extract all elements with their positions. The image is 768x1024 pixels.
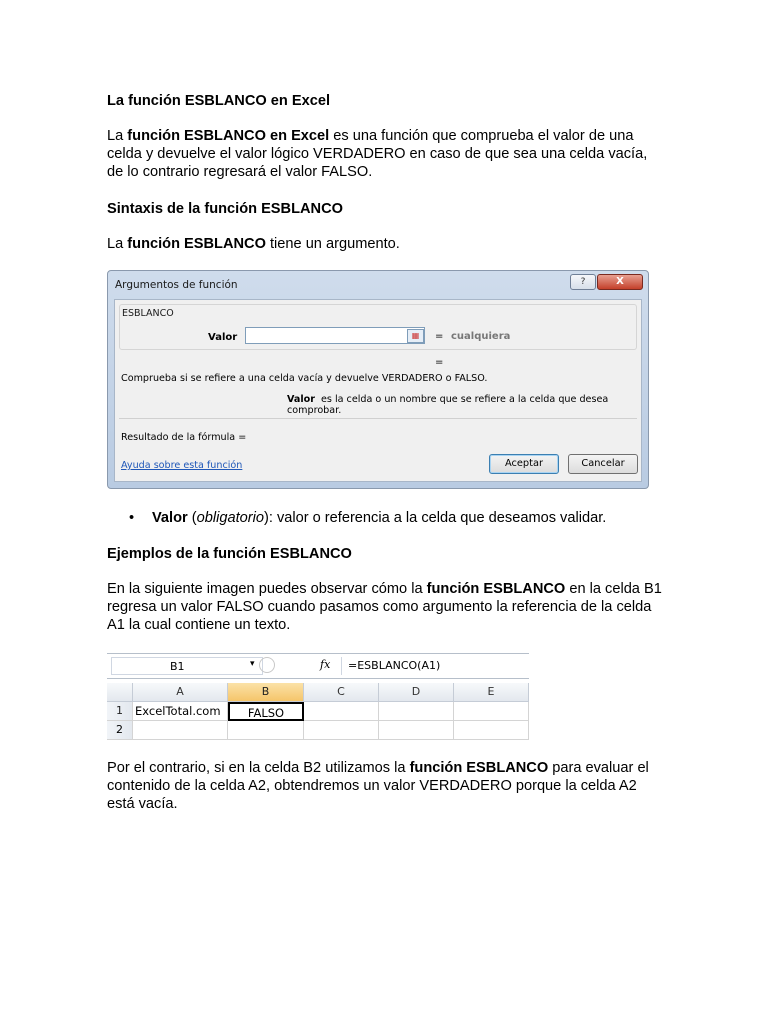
formula-input[interactable] (341, 657, 529, 675)
name-box[interactable] (111, 657, 263, 675)
function-arguments-dialog (107, 270, 649, 489)
cell-d2[interactable] (379, 721, 454, 740)
intro-bold: función ESBLANCO en Excel (127, 128, 330, 144)
divider (119, 418, 637, 419)
chevron-down-icon[interactable]: ▾ (250, 659, 255, 669)
cell-b1[interactable]: FALSO (228, 702, 304, 721)
fx-icon[interactable]: fx (320, 658, 331, 671)
equals-sign-result: = (435, 357, 444, 368)
intro-paragraph (107, 127, 667, 181)
function-description: Comprueba si se refiere a una celda vacía y devuelve VERDADERO o FALSO. (121, 373, 488, 384)
select-all-corner[interactable] (107, 683, 133, 702)
contrary-pre: Por el contrario, si en la celda B2 utilizamos la (107, 760, 410, 776)
valor-input[interactable] (245, 327, 425, 344)
cell-c2[interactable] (304, 721, 379, 740)
cell-a2[interactable] (133, 721, 228, 740)
column-header-b[interactable]: B (228, 683, 304, 702)
contrary-bold: función ESBLANCO (409, 760, 549, 776)
cancel-button[interactable]: Cancelar (568, 454, 638, 474)
table-row (107, 721, 529, 740)
valor-bullet-text (152, 509, 672, 527)
syntax-paragraph (107, 235, 667, 253)
cell-c1[interactable] (304, 702, 379, 721)
cell-d1[interactable] (379, 702, 454, 721)
cell-e1[interactable] (454, 702, 529, 721)
example-pre: En la siguiente imagen puedes observar cómo la (107, 581, 427, 597)
example-paragraph (107, 580, 667, 634)
close-button[interactable]: X (597, 274, 643, 290)
formula-text: =ESBLANCO(A1) (348, 659, 441, 672)
formula-bar (107, 653, 529, 679)
help-button[interactable]: ? (570, 274, 596, 290)
splitter-icon[interactable] (259, 657, 275, 673)
bullet-open: ( (187, 510, 197, 526)
dialog-title: Argumentos de función (115, 279, 238, 291)
heading-syntax: Sintaxis de la función ESBLANCO (107, 201, 343, 217)
syntax-bold: función ESBLANCO (127, 236, 266, 252)
valor-label: Valor (208, 332, 238, 343)
column-header-row (107, 683, 529, 702)
cell-b2[interactable] (228, 721, 304, 740)
argument-description (287, 394, 641, 416)
column-header-c[interactable]: C (304, 683, 379, 702)
spreadsheet-screenshot (107, 653, 529, 741)
contrary-post: para evaluar el contenido de la celda A2, obtendremos un valor VERDADERO porque la celda A2 está vacía. (107, 760, 649, 812)
bullet-post: ): valor o referencia a la celda que deseamos validar. (263, 510, 607, 526)
example-bold: función ESBLANCO (426, 581, 566, 597)
row-header-2[interactable]: 2 (107, 721, 133, 740)
intro-post: es una función que comprueba el valor de una celda y devuelve el valor lógico VERDADERO en caso de que sea una celda vacía, de lo contrario regresará el valor FALSO. (107, 128, 648, 180)
column-header-d[interactable]: D (379, 683, 454, 702)
column-header-e[interactable]: E (454, 683, 529, 702)
syntax-pre: La (107, 236, 128, 252)
help-link[interactable]: Ayuda sobre esta función (121, 460, 243, 471)
syntax-post: tiene un argumento. (265, 236, 400, 252)
contrary-paragraph (107, 759, 667, 813)
bullet-term: Valor (152, 510, 188, 526)
table-row (107, 702, 529, 721)
heading-esblanco: La función ESBLANCO en Excel (107, 93, 330, 109)
cell-a1[interactable]: ExcelTotal.com (133, 702, 228, 721)
bullet-italic: obligatorio (196, 510, 264, 526)
group-label: ESBLANCO (122, 308, 174, 319)
equals-sign: = (435, 331, 444, 342)
dialog-body (114, 299, 642, 482)
intro-pre: La (107, 128, 128, 144)
column-header-a[interactable]: A (133, 683, 228, 702)
cell-e2[interactable] (454, 721, 529, 740)
heading-examples: Ejemplos de la función ESBLANCO (107, 546, 352, 562)
ok-button[interactable]: Aceptar (489, 454, 559, 474)
bullet-icon: • (129, 510, 135, 526)
argument-name: Valor (287, 394, 315, 405)
row-header-1[interactable]: 1 (107, 702, 133, 721)
formula-result: Resultado de la fórmula = (121, 432, 247, 443)
example-post: en la celda B1 regresa un valor FALSO cuando pasamos como argumento la referencia de la celda A1 la cual contiene un texto. (107, 581, 662, 633)
name-box-text: B1 (170, 660, 185, 673)
range-select-icon[interactable]: ▦ (407, 329, 424, 343)
argument-text: es la celda o un nombre que se refiere a la celda que desea comprobar. (287, 394, 609, 416)
argument-result: cualquiera (451, 331, 511, 342)
